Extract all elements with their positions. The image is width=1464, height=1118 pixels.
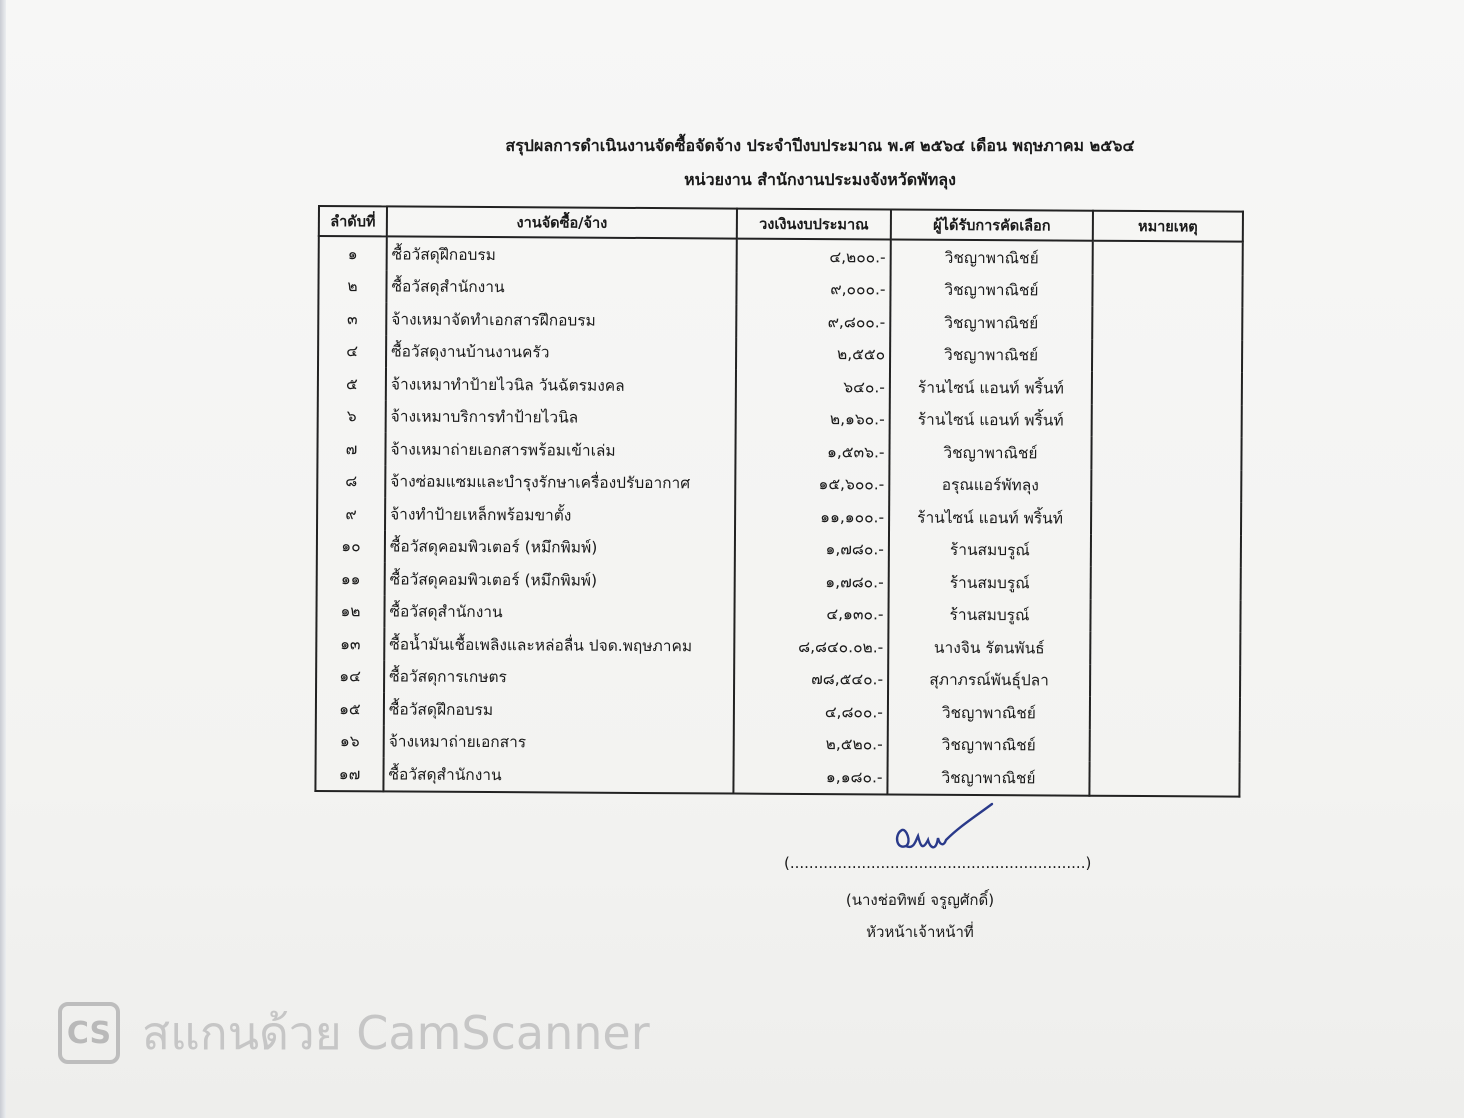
row-selected-vendor: วิชญาพาณิชย์ bbox=[890, 338, 1092, 372]
row-item-name: จ้างซ่อมแซมและบำรุงรักษาเครื่องปรับอากาศ bbox=[385, 465, 735, 500]
row-number: ๑ bbox=[319, 236, 387, 270]
row-budget: ๘,๘๔๐.๐๒.- bbox=[734, 630, 888, 663]
row-selected-vendor: นางจิน รัตนพันธ์ bbox=[888, 630, 1090, 664]
row-note bbox=[1091, 469, 1241, 502]
row-budget: ๔,๑๓๐.- bbox=[734, 597, 888, 630]
row-item-name: ซื้อวัสดุงานบ้านงานครัว bbox=[386, 335, 736, 370]
row-number: ๙ bbox=[317, 497, 385, 530]
row-budget: ๔,๘๐๐.- bbox=[734, 695, 888, 728]
row-number: ๑๔ bbox=[316, 659, 384, 692]
row-budget: ๙,๐๐๐.- bbox=[736, 272, 890, 305]
row-selected-vendor: ร้านไซน์ แอนท์ พริ้นท์ bbox=[890, 370, 1092, 404]
header-no: ลำดับที่ bbox=[319, 206, 387, 236]
row-note bbox=[1090, 632, 1240, 665]
header-selected: ผู้ได้รับการคัดเลือก bbox=[891, 210, 1093, 241]
row-note bbox=[1091, 502, 1241, 535]
row-budget: ๑,๗๘๐.- bbox=[735, 565, 889, 598]
row-note bbox=[1090, 664, 1240, 697]
row-budget: ๑๑,๑๐๐.- bbox=[735, 500, 889, 533]
row-budget: ๒,๕๒๐.- bbox=[734, 727, 888, 760]
row-number: ๑๑ bbox=[317, 562, 385, 595]
row-selected-vendor: วิชญาพาณิชย์ bbox=[889, 435, 1091, 469]
row-selected-vendor: วิชญาพาณิชย์ bbox=[890, 273, 1092, 307]
row-number: ๑๕ bbox=[316, 692, 384, 725]
table-row bbox=[319, 236, 1243, 275]
row-selected-vendor: วิชญาพาณิชย์ bbox=[887, 760, 1089, 795]
row-note bbox=[1093, 241, 1243, 275]
row-note bbox=[1092, 339, 1242, 372]
header-note: หมายเหตุ bbox=[1093, 211, 1243, 242]
row-budget: ๑๕,๖๐๐.- bbox=[735, 467, 889, 500]
row-selected-vendor: สุภาภรณ์พันธุ์ปลา bbox=[888, 663, 1090, 697]
document-title: สรุปผลการดำเนินงานจัดซื้อจัดจ้าง ประจำปีงบประมาณ พ.ศ ๒๕๖๔ เดือน พฤษภาคม ๒๕๖๔ bbox=[505, 136, 1135, 155]
row-number: ๗ bbox=[317, 432, 385, 465]
row-item-name: ซื้อวัสดุฝึกอบรม bbox=[387, 236, 737, 272]
document-subtitle: หน่วยงาน สำนักงานประมงจังหวัดพัทลุง bbox=[684, 170, 956, 189]
signature-line: (..............................................................) bbox=[784, 854, 1092, 872]
row-item-name: จ้างเหมาถ่ายเอกสารพร้อมเข้าเล่ม bbox=[385, 432, 735, 467]
row-item-name: ซื้อวัสดุสำนักงาน bbox=[383, 757, 733, 793]
row-note bbox=[1090, 599, 1240, 632]
signatory-role: หัวหน้าเจ้าหน้าที่ bbox=[866, 923, 974, 941]
row-budget: ๒,๑๖๐.- bbox=[736, 402, 890, 435]
row-number: ๕ bbox=[318, 367, 386, 400]
row-budget: ๑,๗๘๐.- bbox=[735, 532, 889, 565]
row-selected-vendor: ร้านสมบรูณ์ bbox=[888, 598, 1090, 632]
row-number: ๖ bbox=[318, 400, 386, 433]
header-item: งานจัดซื้อ/จ้าง bbox=[387, 206, 737, 238]
camscanner-watermark bbox=[58, 1000, 650, 1066]
row-budget: ๗๘,๕๔๐.- bbox=[734, 662, 888, 695]
row-selected-vendor: ร้านไซน์ แอนท์ พริ้นท์ bbox=[890, 403, 1092, 437]
procurement-table bbox=[314, 205, 1244, 797]
row-note bbox=[1089, 762, 1239, 796]
row-number: ๑๒ bbox=[316, 594, 384, 627]
row-selected-vendor: ร้านไซน์ แอนท์ พริ้นท์ bbox=[889, 500, 1091, 534]
row-item-name: ซื้อวัสดุสำนักงาน bbox=[386, 270, 736, 305]
row-note bbox=[1090, 729, 1240, 762]
row-number: ๔ bbox=[318, 335, 386, 368]
row-item-name: ซื้อวัสดุคอมพิวเตอร์ (หมึกพิมพ์) bbox=[385, 530, 735, 565]
table-body bbox=[315, 236, 1242, 796]
row-item-name: จ้างเหมาจัดทำเอกสารฝึกอบรม bbox=[386, 302, 736, 337]
row-budget: ๑,๕๓๖.- bbox=[735, 435, 889, 468]
row-selected-vendor: อรุณแอร์พัทลุง bbox=[889, 468, 1091, 502]
row-item-name: จ้างเหมาบริการทำป้ายไวนิล bbox=[386, 400, 736, 435]
row-note bbox=[1092, 404, 1242, 437]
row-note bbox=[1092, 372, 1242, 405]
row-item-name: จ้างทำป้ายเหล็กพร้อมขาตั้ง bbox=[385, 497, 735, 532]
row-selected-vendor: วิชญาพาณิชย์ bbox=[888, 695, 1090, 729]
row-number: ๑๖ bbox=[316, 724, 384, 757]
row-item-name: ซื้อวัสดุการเกษตร bbox=[384, 660, 734, 695]
header-budget: วงเงินงบประมาณ bbox=[737, 209, 891, 240]
row-selected-vendor: ร้านสมบรูณ์ bbox=[889, 533, 1091, 567]
row-item-name: ซื้อวัสดุคอมพิวเตอร์ (หมึกพิมพ์) bbox=[385, 562, 735, 597]
row-note bbox=[1091, 437, 1241, 470]
row-note bbox=[1091, 567, 1241, 600]
row-selected-vendor: วิชญาพาณิชย์ bbox=[890, 305, 1092, 339]
row-number: ๑๓ bbox=[316, 627, 384, 660]
table-row bbox=[315, 757, 1239, 796]
row-item-name: ซื้อวัสดุฝึกอบรม bbox=[384, 692, 734, 727]
row-number: ๑๐ bbox=[317, 530, 385, 563]
row-number: ๒ bbox=[318, 270, 386, 303]
signature-block bbox=[780, 800, 1092, 950]
row-selected-vendor: วิชญาพาณิชย์ bbox=[891, 239, 1093, 274]
row-note bbox=[1090, 697, 1240, 730]
row-item-name: จ้างเหมาทำป้ายไวนิล วันฉัตรมงคล bbox=[386, 367, 736, 402]
row-note bbox=[1091, 534, 1241, 567]
row-item-name: จ้างเหมาถ่ายเอกสาร bbox=[384, 725, 734, 760]
row-number: ๘ bbox=[317, 465, 385, 498]
signatory-name: (นางช่อทิพย์ จรูญศักดิ์) bbox=[845, 891, 995, 909]
page-edge-shadow bbox=[0, 0, 6, 1118]
row-item-name: ซื้อน้ำมันเชื้อเพลิงและหล่อลื่น ปจด.พฤษภาคม bbox=[384, 627, 734, 662]
row-budget: ๙,๘๐๐.- bbox=[736, 305, 890, 338]
row-selected-vendor: วิชญาพาณิชย์ bbox=[888, 728, 1090, 762]
row-budget: ๒,๕๕๐ bbox=[736, 337, 890, 370]
watermark-text: สแกนด้วย CamScanner bbox=[142, 1005, 650, 1060]
row-number: ๓ bbox=[318, 302, 386, 335]
row-budget: ๑,๑๘๐.- bbox=[733, 760, 887, 794]
row-number: ๑๗ bbox=[315, 757, 383, 791]
row-budget: ๔,๒๐๐.- bbox=[737, 239, 891, 273]
row-note bbox=[1092, 307, 1242, 340]
row-budget: ๖๔๐.- bbox=[736, 370, 890, 403]
row-item-name: ซื้อวัสดุสำนักงาน bbox=[384, 595, 734, 630]
row-selected-vendor: ร้านสมบรูณ์ bbox=[889, 565, 1091, 599]
camscanner-logo-icon: CS bbox=[58, 1002, 120, 1064]
row-note bbox=[1092, 274, 1242, 307]
